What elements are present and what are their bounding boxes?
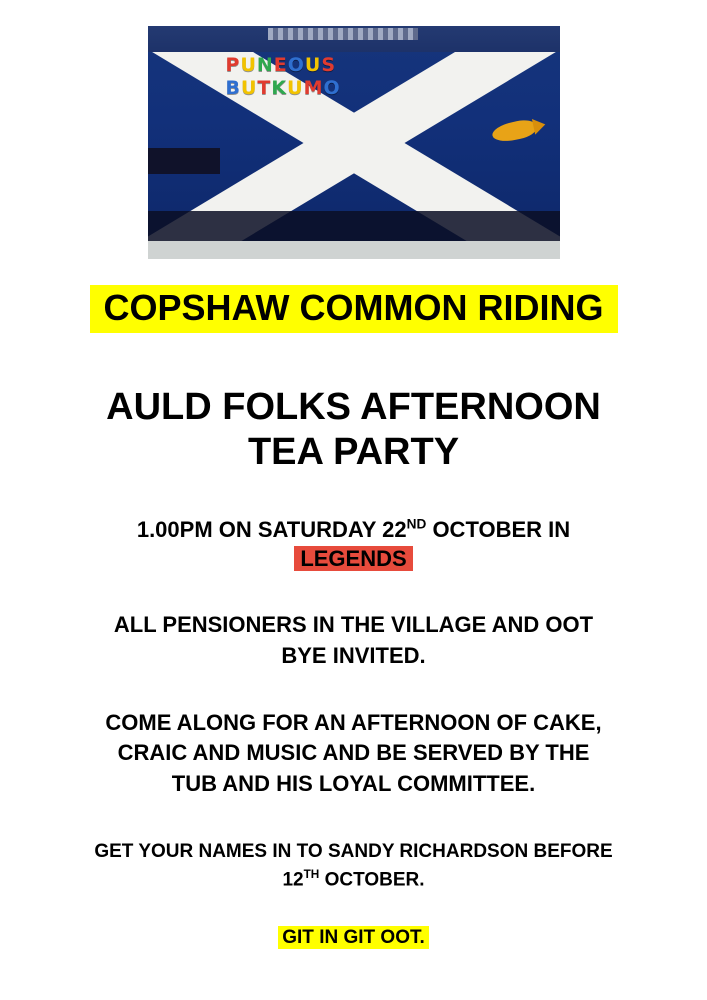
date-ordinal-suffix: ND [406,516,427,532]
description-line-1: COME ALONG FOR AN AFTERNOON OF CAKE, [105,709,602,735]
letter-glyph: U [240,54,257,76]
description-line-3: TUB AND HIS LOYAL COMMITTEE. [171,771,536,797]
letter-glyph: S [321,54,337,76]
letter-glyph: P [225,54,241,76]
event-title-banner: COPSHAW COMMON RIDING [90,285,618,333]
page-title [0,385,707,475]
invitation-line-1: ALL PENSIONERS IN THE VILLAGE AND OOT [113,612,594,638]
letter-glyph: E [273,54,288,76]
invitation-line-2: BYE INVITED. [281,642,426,668]
photo-bottom-strip [148,241,560,259]
venue-name: LEGENDS [294,546,412,571]
rsvp-line-1: GET YOUR NAMES IN TO SANDY RICHARDSON BEFORE [94,841,613,863]
saltire-flag-photo [148,26,560,259]
letter-glyph: M [303,77,324,99]
photo-dark-band [148,211,560,241]
bunting-icon [268,28,418,40]
headline-line-2: TEA PARTY [247,430,460,473]
letter-glyph: T [257,77,272,99]
rsvp-deadline-day: 12 [282,868,304,890]
photo-container [0,0,707,259]
rsvp-text [0,838,707,893]
invitation-text [0,610,707,672]
headline-line-1: AULD FOLKS AFTERNOON [106,386,601,428]
description-line-2: CRAIC AND MUSIC AND BE SERVED BY THE [117,740,590,766]
letter-glyph: U [240,77,258,99]
photo-dark-block [148,148,220,174]
closing-row [0,927,707,949]
event-time-prefix: 1.00PM ON SATURDAY 22 [136,516,407,542]
letter-glyph: B [225,77,241,99]
title-banner-row [0,285,707,333]
closing-slogan: GIT IN GIT OOT. [278,926,429,949]
letter-glyph: N [256,54,274,76]
rsvp-deadline-month: OCTOBER. [319,868,425,890]
letter-glyph: O [287,54,305,76]
rsvp-ordinal-suffix: TH [303,867,320,881]
rsvp-line-2 [34,866,673,894]
venue-row [34,544,673,574]
event-time-and-venue [0,515,707,574]
description-text [0,708,707,800]
letter-glyph: U [304,54,322,76]
event-time-suffix: OCTOBER IN [426,516,571,542]
letter-glyph: O [323,77,341,99]
letter-glyph: U [287,77,304,99]
magnetic-letters [226,56,416,98]
letter-glyph: K [271,77,288,99]
